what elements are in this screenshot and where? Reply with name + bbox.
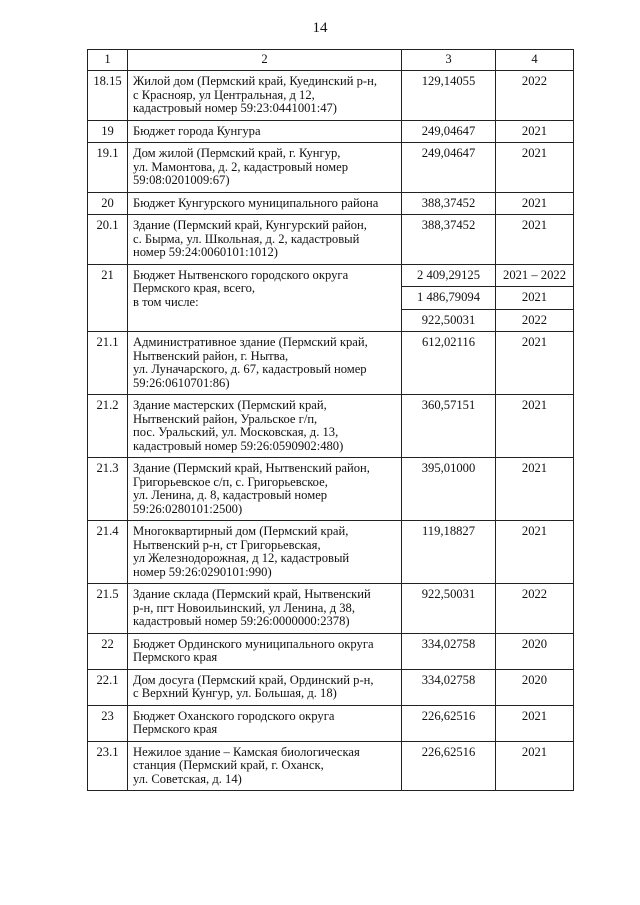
row-year: 2022 (496, 71, 574, 121)
description-line: ул Железнодорожная, д 12, кадастровый (133, 551, 350, 565)
row-number: 21.5 (88, 584, 128, 634)
table-row (88, 143, 574, 193)
table-row (88, 120, 574, 143)
row-value: 2 409,29125 (402, 264, 496, 287)
row-year: 2021 (496, 332, 574, 395)
header-col-2: 2 (128, 50, 402, 71)
page-number: 14 (312, 20, 328, 36)
row-number: 21.3 (88, 458, 128, 521)
row-description (128, 71, 402, 121)
row-year: 2022 (496, 584, 574, 634)
row-value: 612,02116 (402, 332, 496, 395)
row-description (128, 332, 402, 395)
table-row (88, 71, 574, 121)
table-row (88, 395, 574, 458)
row-value: 249,04647 (402, 143, 496, 193)
description-line: кадастровый номер 59:26:0590902:480) (133, 438, 344, 453)
row-description (128, 521, 402, 584)
row-number: 21.2 (88, 395, 128, 458)
row-year: 2021 (496, 741, 574, 791)
description-line: пос. Уральский, ул. Московская, д. 13, (133, 425, 339, 439)
row-year: 2021 (496, 215, 574, 265)
row-number: 21.4 (88, 521, 128, 584)
description-line: ул. Мамонтова, д. 2, кадастровый номер (133, 159, 349, 174)
row-description (128, 264, 402, 332)
description-line: Нытвенский р-н, ст Григорьевская, (133, 537, 321, 552)
description-line: р-н, пгт Новоильинский, ул Ленина, д 38, (133, 600, 355, 615)
description-line: Бюджет Оханского городского округа (133, 708, 335, 723)
description-line: Бюджет города Кунгура (133, 123, 261, 138)
description-line: Здание мастерских (Пермский край, (133, 398, 327, 412)
description-line: в том числе: (133, 294, 199, 309)
table-row (88, 633, 574, 669)
description-line: номер 59:26:0290101:990) (133, 564, 272, 579)
description-line: Григорьевское с/п, с. Григорьевское, (133, 474, 328, 489)
row-value: 922,50031 (402, 309, 496, 332)
data-table (87, 49, 574, 791)
description-line: Административное здание (Пермский край, (133, 335, 368, 349)
row-year: 2021 (496, 521, 574, 584)
description-line: кадастровый номер 59:23:0441001:47) (133, 101, 338, 115)
description-line: Многоквартирный дом (Пермский край, (133, 524, 349, 538)
description-line: Дом жилой (Пермский край, г. Кунгур, (133, 146, 341, 160)
row-year: 2021 (496, 705, 574, 741)
row-value: 129,14055 (402, 71, 496, 121)
row-description (128, 458, 402, 521)
table-row (88, 264, 574, 287)
row-description (128, 192, 402, 215)
row-number: 23.1 (88, 741, 128, 791)
description-line: кадастровый номер 59:26:0000000:2378) (133, 614, 350, 628)
table-row (88, 458, 574, 521)
row-description (128, 584, 402, 634)
description-line: с Краснояр, ул Центральная, д 12, (133, 87, 315, 102)
row-number: 18.15 (88, 71, 128, 121)
table-row (88, 669, 574, 705)
row-number: 20.1 (88, 215, 128, 265)
row-description (128, 120, 402, 143)
row-year: 2020 (496, 669, 574, 705)
row-value: 334,02758 (402, 669, 496, 705)
row-value: 119,18827 (402, 521, 496, 584)
description-line: Здание (Пермский край, Кунгурский район, (133, 218, 367, 232)
description-line: Нежилое здание – Камская биологическая (133, 744, 360, 759)
description-line: ул. Луначарского, д. 67, кадастровый номер (133, 362, 367, 376)
row-value: 1 486,79094 (402, 287, 496, 310)
description-line: Пермского края, всего, (133, 281, 256, 295)
row-year: 2021 (496, 143, 574, 193)
row-description (128, 215, 402, 265)
table-row (88, 192, 574, 215)
table-row (88, 741, 574, 791)
row-value: 249,04647 (402, 120, 496, 143)
description-line: ул. Ленина, д. 8, кадастровый номер (133, 488, 328, 502)
row-number: 22.1 (88, 669, 128, 705)
row-value: 360,57151 (402, 395, 496, 458)
description-line: 59:26:0610701:86) (133, 375, 230, 390)
row-number: 20 (88, 192, 128, 215)
row-year: 2021 (496, 458, 574, 521)
row-number: 19.1 (88, 143, 128, 193)
description-line: Здание (Пермский край, Нытвенский район, (133, 461, 370, 475)
description-line: Жилой дом (Пермский край, Куединский р-н, (133, 74, 378, 88)
header-col-3: 3 (402, 50, 496, 71)
table-row (88, 215, 574, 265)
description-line: 59:08:0201009:67) (133, 173, 230, 187)
row-value: 388,37452 (402, 215, 496, 265)
row-year: 2020 (496, 633, 574, 669)
header-col-4: 4 (496, 50, 574, 71)
description-line: Пермского края (133, 722, 218, 736)
description-line: ул. Советская, д. 14) (133, 771, 242, 786)
description-line: Здание склада (Пермский край, Нытвенский (133, 587, 371, 601)
table-row (88, 332, 574, 395)
description-line: Дом досуга (Пермский край, Ординский р-н, (133, 672, 374, 687)
header-col-1: 1 (88, 50, 128, 71)
description-line: с. Бырма, ул. Школьная, д. 2, кадастровый (133, 231, 360, 246)
row-description (128, 633, 402, 669)
description-line: Пермского края (133, 650, 218, 664)
row-year: 2021 (496, 395, 574, 458)
row-year: 2021 (496, 120, 574, 143)
table-row (88, 705, 574, 741)
description-line: Нытвенский район, г. Нытва, (133, 348, 289, 363)
row-number: 19 (88, 120, 128, 143)
row-description (128, 669, 402, 705)
row-value: 395,01000 (402, 458, 496, 521)
row-value: 388,37452 (402, 192, 496, 215)
row-description (128, 741, 402, 791)
row-year: 2021 – 2022 (496, 264, 574, 287)
description-line: Бюджет Кунгурского муниципального района (133, 195, 379, 210)
description-line: номер 59:24:0060101:1012) (133, 245, 278, 259)
row-year: 2021 (496, 287, 574, 310)
description-line: станция (Пермский край, г. Оханск, (133, 758, 324, 772)
row-number: 21 (88, 264, 128, 332)
row-number: 22 (88, 633, 128, 669)
description-line: Нытвенский район, Уральское г/п, (133, 411, 318, 426)
table-row (88, 584, 574, 634)
row-value: 226,62516 (402, 705, 496, 741)
row-value: 226,62516 (402, 741, 496, 791)
row-year: 2021 (496, 192, 574, 215)
row-description (128, 143, 402, 193)
description-line: Бюджет Ординского муниципального округа (133, 636, 374, 651)
row-description (128, 395, 402, 458)
table-row (88, 521, 574, 584)
row-value: 922,50031 (402, 584, 496, 634)
description-line: 59:26:0280101:2500) (133, 501, 243, 516)
row-description (128, 705, 402, 741)
description-line: с Верхний Кунгур, ул. Большая, д. 18) (133, 686, 337, 700)
row-year: 2022 (496, 309, 574, 332)
row-value: 334,02758 (402, 633, 496, 669)
row-number: 23 (88, 705, 128, 741)
table-header-row (88, 50, 574, 71)
description-line: Бюджет Нытвенского городского округа (133, 267, 349, 282)
row-number: 21.1 (88, 332, 128, 395)
